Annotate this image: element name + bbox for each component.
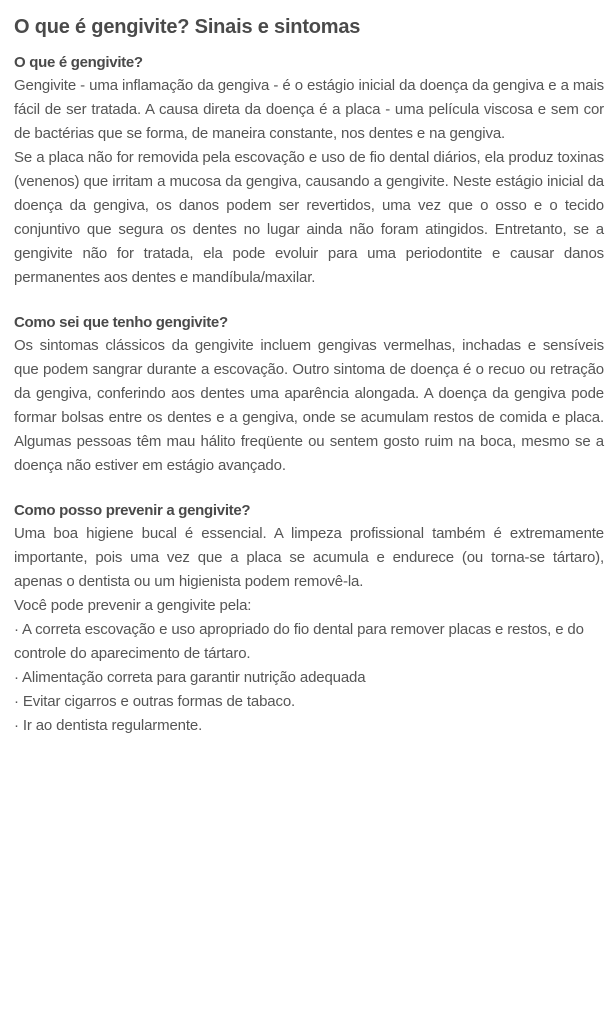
paragraph: Os sintomas clássicos da gengivite incluem gengivas vermelhas, inchadas e sensíveis que podem sangrar durante a escovação. Outro sintoma de doença é o recuo ou retração da gengiva, conferindo aos dentes uma aparência alongada. A doença da gengiva pode formar bolsas entre os dentes e a gengiva, onde se acumulam restos de comida e placa. Algumas pessoas têm mau hálito freqüente ou sentem gosto ruim na boca, mesmo se a doença não estiver em estágio avançado. bbox=[14, 337, 604, 474]
section-heading: Como sei que tenho gengivite? bbox=[14, 314, 228, 331]
section-heading: Como posso prevenir a gengivite? bbox=[14, 502, 251, 519]
list-item: · Ir ao dentista regularmente. bbox=[14, 717, 203, 734]
page-title: O que é gengivite? Sinais e sintomas bbox=[14, 16, 361, 38]
spacer bbox=[14, 478, 604, 500]
section-symptoms bbox=[14, 312, 604, 478]
list-item: · Alimentação correta para garantir nutrição adequada bbox=[14, 669, 366, 686]
paragraph: Se a placa não for removida pela escovação e uso de fio dental diários, ela produz toxinas (venenos) que irritam a mucosa da gengiva, causando a gengivite. Neste estágio inicial da doença da gengiva, os danos podem ser revertidos, uma vez que o osso e o tecido conjuntivo que segura os dentes no lugar ainda não foram atingidos. Entretanto, se a gengivite não for tratada, ela pode evoluir para uma periodontite e causar danos permanentes aos dentes e mandíbula/maxilar. bbox=[14, 149, 604, 286]
paragraph: Uma boa higiene bucal é essencial. A limpeza profissional também é extremamente importante, pois uma vez que a placa se acumula e endurece (ou torna-se tártaro), apenas o dentista ou um higienista podem removê-la. bbox=[14, 525, 604, 590]
section-prevention bbox=[14, 500, 604, 738]
article bbox=[14, 0, 604, 738]
list-item: · Evitar cigarros e outras formas de tabaco. bbox=[14, 693, 296, 710]
list-item: · A correta escovação e uso apropriado do fio dental para remover placas e restos, e do controle do aparecimento de tártaro. bbox=[14, 621, 584, 662]
section-what-is bbox=[14, 52, 604, 290]
paragraph: Você pode prevenir a gengivite pela: bbox=[14, 597, 252, 614]
spacer bbox=[14, 290, 604, 312]
section-heading: O que é gengivite? bbox=[14, 54, 143, 71]
paragraph: Gengivite - uma inflamação da gengiva - é o estágio inicial da doença da gengiva e a mais fácil de ser tratada. A causa direta da doença é a placa - uma película viscosa e sem cor de bactérias que se forma, de maneira constante, nos dentes e na gengiva. bbox=[14, 77, 604, 142]
